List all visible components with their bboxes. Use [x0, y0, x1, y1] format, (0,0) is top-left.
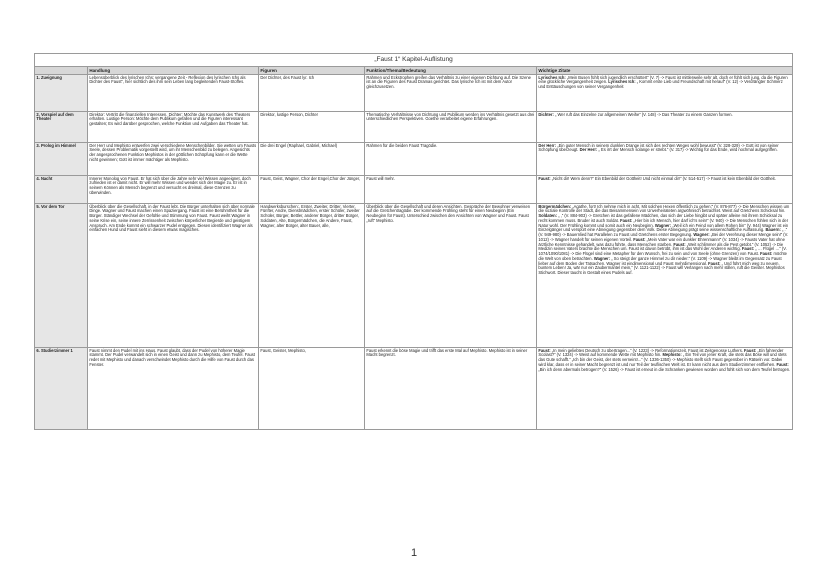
quote-text: „ Kommt erste Lieb und Freundschaft mit herauf“ (V. 12) -> Verdrängter Schmerz und Enttäuschungen von seiner Vergangenheit: [538, 79, 783, 89]
quote-text: „ Es irrt der Mensch solange er strebt.“ (V. 317) -> Wichtig für das Ende, wird nochmal aufgegriffen.: [597, 147, 778, 153]
table-row: [35, 204, 793, 348]
quotes-cell: [537, 348, 793, 430]
figures-cell: Direktor, lustige Person, Dichter: [259, 112, 365, 143]
figures-cell: Faust, Geist, Wagner, Chor der Engel,Chor der Jünger,: [259, 176, 365, 204]
header-function: Funktion/Thema/Bedeutung: [365, 67, 537, 75]
function-cell: Überblick über die Gesellschaft und deren Ansichten. Gespräche der Bewohner verweisen auf die Gretchentragödie. Der kommende Frühling steht für einen Neubeginn (Ein Neubeginn für Faust). Unterschied zwischen den Ansichten von Wagner und Faust. Faust „ruft“ Mephisto.: [365, 204, 537, 348]
quote-text: „Ein guter Mensch in seinem dunklen Drange ist sich des rechten Weges wohl bewusst“ (V. 328-329) -> Gott ist von seiner Schöpfung überzeugt.: [538, 142, 779, 153]
table-row: [35, 143, 793, 176]
quote-text: „ Wer ruft das Einzelne zur allgemeinen Weihe“ (V. 148) -> Das Theater zu einem Ganzen formen.: [553, 111, 733, 117]
quote-speaker: Faust:: [538, 347, 551, 353]
scene-cell: 5. Vor dem Tor: [35, 204, 88, 348]
quote-speaker: Faust:: [741, 246, 755, 252]
quote-speaker: Lyrisches Ich:: [538, 74, 566, 80]
quote-text: „Agathe, fort! Ich nehme mich in acht, Mit solchen Hexen öffentlich zu gehen;“ (V. 876-877) -> Die Menschen wissen um die soziale Kontrolle der Stadt, die das Beisammensein von Unverheirateten argwöhnisch betrachtet. Weist auf Gretchens Schicksal hin.: [538, 203, 790, 214]
scene-cell: 6. Studierzimmer 1: [35, 348, 88, 430]
function-cell: Rahmen für die beiden Faust Tragödie.: [365, 143, 537, 176]
table-title-row: [35, 54, 793, 67]
quote-speaker: Der Herr:: [579, 147, 598, 153]
table-row: [35, 176, 793, 204]
quote-speaker: Wagner:: [654, 222, 672, 228]
plot-cell: Überblick über die Gesellschaft, in der Faust lebt. Die Bürger unterhalten sich über normale Dinge. Wagner und Faust machen einen Spaziergang. Faust ist eine Berühmtheit für die Bürger. Ständiger Wechsel der Gefühle und Stimmung von Faust. Faust weiht Wagner in seine Krise ein, seine innere Zerrissenheit zwischen körperlicher Begierde und geistigem Anspruch. Am Ende kommt ein schwarzer Pudel entgegen. Diesen identifiziert Wagner als einfachen Hund und Faust sieht in diesem etwas magisches.: [88, 204, 259, 348]
quote-speaker: Lyrisches Ich:: [608, 79, 636, 85]
function-cell: Rahmen und Eckstrophen greifen das Verhältnis zu einer eigenen Dichtung auf. Die Szene ist an die Figuren des Faust Dramas gerichtet. Das lyrische Ich ist mit dem Autor gleichzusetzen.: [365, 75, 537, 112]
quotes-cell: [537, 112, 793, 143]
plot-cell: Lebensüberblick des lyrischen Ichs; vergangene Zeit - Reflexion des lyrischen Ichs als Dichter des Faust“, hier sichtlich des ihm sein Leben lang begleitenden Faust-Stoffes.: [88, 75, 259, 112]
quote-speaker: Faust:: [708, 260, 721, 266]
quote-text: „ So steigt der ganze Himmel zu dir nieder.“ (V. 1109) -> Wagner bleibt im Gegensatz zu Faust lieber auf dem Boden der Tatsachen. Wagner ist eindimensional und Faust mehrdimensional.: [538, 255, 782, 266]
quotes-cell: [537, 176, 793, 204]
header-scene: [35, 67, 88, 75]
quote-speaker: Der Herr:: [538, 142, 557, 148]
function-cell: Thematische Verhältnisse von Dichtung und Publikum werden ins Verhältnis gesetzt aus drei unterschiedlichen Perspektiven. Goethe verarbeitet eigene Erfahrungen.: [365, 112, 537, 143]
quote-text: „Bin ich denn abermals betrogen?“ (V. 1526) -> Faust ist erneut in die Schranken gewiesen worden und fühlt sich von dem Teufel betrogen.: [538, 366, 791, 372]
quote-text: „Weil ich ein Feind von allem Rohen bin“ (V. 944) Wagner ist ein Einzelgänger und verspürt eine Abneigung gegenüber dem Volk. Diese Abneigung prägt seine wissenschaftliche Auffassung.: [538, 222, 789, 233]
page-number: 1: [410, 547, 418, 559]
header-row: [35, 67, 793, 75]
chapter-table: [34, 53, 793, 430]
quote: [538, 204, 789, 214]
quote-speaker: Wagner:: [593, 255, 611, 261]
header-figures: Figuren: [259, 67, 365, 75]
quote-speaker: Faust:: [760, 251, 773, 256]
quote-text: „Ein fahrender Scolast?“ (V. 1324) -> Weist auf kommende Wette mit Mephisto hin.: [538, 347, 784, 358]
quote-text: „Mein Vater war ein dunkler Ehrenmann!“ (V. 1034) -> Fausts Vater hat ohne ärztliche Kenntnisse gehandelt, was dazu führte, dass Menschen starben.: [538, 236, 785, 247]
quote-speaker: Mephisto:: [662, 352, 682, 358]
quotes-cell: [537, 75, 793, 112]
plot-cell: Direktor: Vertritt die finanziellen Interessen. Dichter: Möchte das Kunstwerk des Theaters erhalten. Lustige Person: Möchte dem Publikum gefallen und die Figuren interessant gestalten; Es wird darüber gesprochen, welche Funktion und Aufgaben das Theater hat.: [88, 112, 259, 143]
figures-cell: Faust, Geister, Mephisto,: [259, 348, 365, 430]
quote-text: „Bei der Verehrung dieser Menge sein!“ (V. 1012) -> Wagner handelt für seinen eigenen Vorteil.: [538, 232, 789, 242]
table-row: [35, 112, 793, 143]
figures-cell: Handwerksburschen:, Erster, Zweiter, Dritter, Vierter, Fünfter, Andre, Dienstmädchen, erster Schüler, zweiter Schüler, Bürger, Bettler, anderer Bürger, dritter Bürger, Soldaten, Alte, Bürgermädchen, die Andere, Faust, Wagner, alter Bürger, alter Bauer, alle,: [259, 204, 365, 348]
function-cell: Faust will mehr.: [365, 176, 537, 204]
plot-cell: Faust nimmt den Pudel mit ins Haus. Faust glaubt, dass der Pudel von höherer Magie stammt. Der Pudel verwandelt sich in einen Geist und dann zu Mephisto, dem Teufel. Faust redet mit Mephisto und danach verschwindet Mephisto durch die Hilfe von Faust durch das Fenster.: [88, 348, 259, 430]
quote-speaker: Soldaten:: [538, 213, 558, 218]
quotes-cell: [537, 143, 793, 176]
quote-speaker: Bauern:: [765, 227, 781, 233]
quote: [538, 112, 732, 117]
quote-speaker: Faust:: [538, 175, 551, 181]
scene-cell: 2. Vorspiel auf dem Theater: [35, 112, 88, 143]
quote-speaker: Faust:: [776, 361, 789, 367]
quote-text: möchte die Welt von oben betrachten.: [538, 251, 787, 261]
quote: [538, 176, 775, 181]
function-cell: Faust erkennt die böse Magie und trifft das erste Mal auf Mephisto. Mephisto ist in seiner Macht begrenzt.: [365, 348, 537, 430]
quote-speaker: Wagner:: [693, 232, 710, 237]
quote-text: „In mein geliebtes Deutsch zu übertragen...“ (V. 1223) -> Reformationszeit, Faust ist Zeitgenosse Luthers.: [550, 347, 745, 353]
plot-cell: Der Herr und Mephisto entwerfen zwei verschiedene Menschenbilder. Sie wetten um Fausts Seele, dessen Problematik vorgestellt wird, um ihr Menschenbild zu belegen. Angesichts der angesprochenen Funktion Mephistos in der göttlichen Schöpfung kann er die Wette nicht gewinnen; Gott ist immer mächtiger als Mephisto.: [88, 143, 259, 176]
quote-speaker: Dichter:: [538, 111, 554, 117]
quote-text: „ ,“ (V. 884-903) -> Gretchen ist das gefallene Mädchen, das sich der Liebe hingibt und später alleine mit ihrem Schicksal zu recht kommen muss. Bruder ist auch Soldat.: [538, 213, 783, 223]
quote-speaker: Faust:: [620, 217, 633, 223]
header-plot: Handlung: [88, 67, 259, 75]
header-quotes: Wichtige Zitate: [537, 67, 793, 75]
scene-cell: 4. Nacht: [35, 176, 88, 204]
scene-cell: 1. Zueignung: [35, 75, 88, 112]
quote-speaker: Faust:: [744, 347, 757, 353]
quote: [580, 147, 778, 152]
scene-cell: 3. Prolog im Himmel: [35, 143, 88, 176]
figures-cell: Die drei Engel (Raphael, Gabriel, Michael): [259, 143, 365, 176]
quote-speaker: Faust:: [633, 236, 646, 242]
table-row: [35, 75, 793, 112]
plot-cell: Innerer Monolog von Faust. Er hat sich über die Jahre sehr viel Wissen angeeignet, doch zufrieden ist er damit nicht. Er will mehr Wissen und wendet sich der Magie zu. Er ist in seinem Können als Mensch begrenzt und versucht es dreimal, diese Grenzen zu überwinden.: [88, 176, 259, 204]
quote-text: „ .“ (V. 949-980) -> Bauernlied hat Parallelen zu Faust und Gretchens erster Begegnung.: [538, 227, 788, 237]
quote-text: „Mein Busen fühlt sich jugendlich erschüttert“ (V. 7) -> Faust ist mittlerweile sehr alt, doch er fühlt sich jung, da die Figuren eine glückliche Vergangenheit zeigen.: [538, 74, 788, 85]
quote-text: „Nicht dir! Wem denn?“ Ein Ebenbild der Gottheit! Und nicht einmal dir!“ (V. 514-517) -> Faust ist kein Ebenbild der Gottheit.: [550, 175, 776, 181]
quote-text: „ … Flügel …“ (V. 1074/1090/1081) -> Die Flügel sind eine Metapher für den Wunsch, frei zu sein und von Seele (ohne Grenzen) von Faust.: [538, 246, 787, 256]
quotes-cell: [537, 204, 793, 348]
figures-cell: Der Dichter, des Faust lyr. Ich: [259, 75, 365, 112]
table-title: „Faust 1“ Kapitel-Auflistung: [35, 54, 793, 67]
quote-speaker: Bürgermädchen:: [538, 203, 572, 209]
quote-text: „ Ein Teil von jener Kraft, die stets das Böse will und stets das Gute schafft.“ „Ich bin der Geist, der stets verneint!...“ (V. 1336-1350) -> Mephisto stellt sich Faust gegenüber in Rätseln vor. Dabei wird klar, dass er in seiner Macht begrenzt ist und nur Teil der teuflischen Welt ist. Er kann nicht aus dem Studierzimmer entfliehen.: [538, 352, 787, 367]
quote-text: „Hier bin ich Mensch, hier darf ich's sein!“ (V. 940) -> Die Menschen fühlen sich in der Natur wohl. Der Frühling kommt und somit auch ein Neubeginn.: [538, 217, 789, 228]
quote-text: „ Und führt mich weg zu neuem, buntem Leben! Ja, wär nur ein Zaubermantel mein,“ (V. 1121-1122) -> Faust will Verlangen nach mehr stillen, ruft die Geister. Mephistos Stichwort. Dieser taucht in Gestalt eines Pudels auf.: [538, 260, 785, 275]
quote-text: „Weit schlimmer als die Pest getobt.“ (V. 1052) -> Die Medizin seines Vaters brachte die Menschen um. Faust ist davon betrübt, ihm ist das Wohl der Anderen wichtig.: [538, 241, 784, 252]
quote-speaker: Faust:: [673, 241, 686, 247]
table-row: [35, 348, 793, 430]
